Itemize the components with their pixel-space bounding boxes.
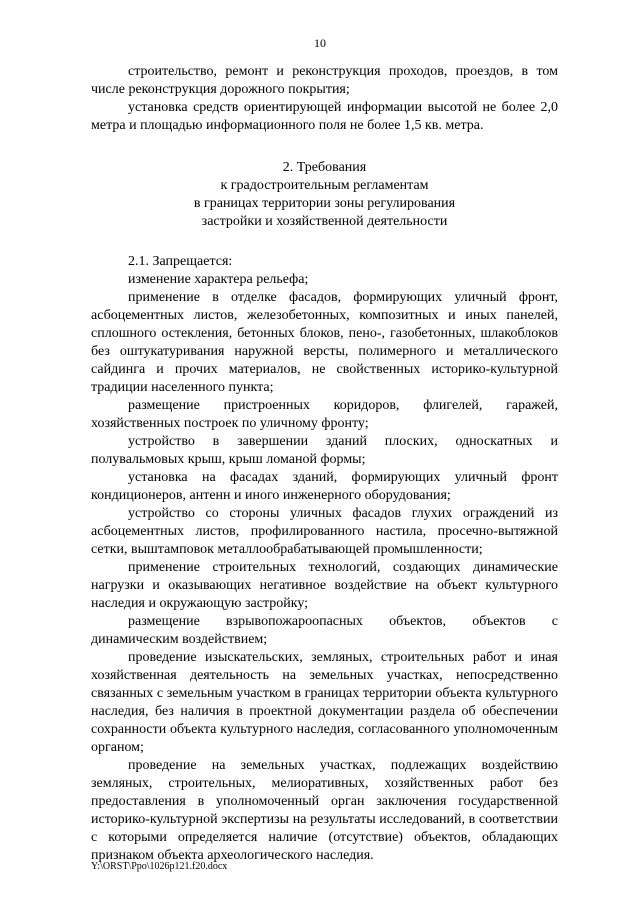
paragraph: устройство со стороны уличных фасадов глухих ограждений из асбоцементных листов, профилированного настила, просечно-вытяжной сетки, выштамповок металлообрабатывающей промышленности;	[91, 506, 558, 557]
paragraph: устройство в завершении зданий плоских, односкатных и полувальмовых крыш, крыш ломаной формы;	[91, 434, 558, 467]
paragraph: проведение изыскательских, земляных, строительных работ и иная хозяйственная деятельность на земельных участках, непосредственно связанных с земельным участком в границах территории объекта культурного наследия, без наличия в проектной документации раздела об обеспечении сохранности объекта культурного наследия, согласованного уполномоченным органом;	[91, 650, 558, 755]
paragraph: применение строительных технологий, создающих динамические нагрузки и оказывающих негативное воздействие на объект культурного наследия и окружающую застройку;	[91, 560, 558, 611]
paragraph: размещение пристроенных коридоров, флигелей, гаражей, хозяйственных построек по уличному фронту;	[91, 398, 558, 431]
heading-line: застройки и хозяйственной деятельности	[201, 214, 448, 229]
paragraph: проведение на земельных участках, подлежащих воздействию земляных, строительных, мелиоративных, хозяйственных работ без предоставления в уполномоченный орган заключения государственной историко-культурной экспертизы на результаты исследований, в соответствии с которыми определяется наличие (отсутствие) объектов, обладающих признаком объекта археологического наследия.	[91, 758, 558, 863]
paragraph: 2.1. Запрещается:	[128, 254, 233, 269]
paragraph: размещение взрывопожароопасных объектов, объектов с динамическим воздействием;	[91, 614, 558, 647]
document-body	[91, 63, 558, 865]
paragraph: строительство, ремонт и реконструкция проходов, проездов, в том числе реконструкция дорожного покрытия;	[91, 64, 558, 97]
paragraph: установка на фасадах зданий, формирующих уличный фронт кондиционеров, антенн и иного инженерного оборудования;	[91, 470, 558, 503]
section-heading	[91, 159, 558, 231]
heading-line: 2. Требования	[282, 160, 367, 175]
paragraph: установка средств ориентирующей информации высотой не более 2,0 метра и площадью информационного поля не более 1,5 кв. метра.	[91, 100, 558, 133]
heading-line: в границах территории зоны регулирования	[193, 196, 456, 211]
paragraph: применение в отделке фасадов, формирующих уличный фронт, асбоцементных листов, железобетонных, композитных и иных панелей, сплошного остекления, бетонных блоков, пено-, газобетонных, шлакоблоков без оштукатуривания наружной версты, полимерного и металлического сайдинга и прочих материалов, не свойственных историко-культурной традиции населенного пункта;	[91, 290, 558, 395]
heading-line: к градостроительным регламентам	[220, 178, 429, 193]
page-number: 10	[314, 36, 326, 50]
paragraph: изменение характера рельефа;	[128, 272, 309, 287]
footer-file-path: Y:\ORST\Ppo\1026p121.f20.docx	[91, 861, 228, 872]
